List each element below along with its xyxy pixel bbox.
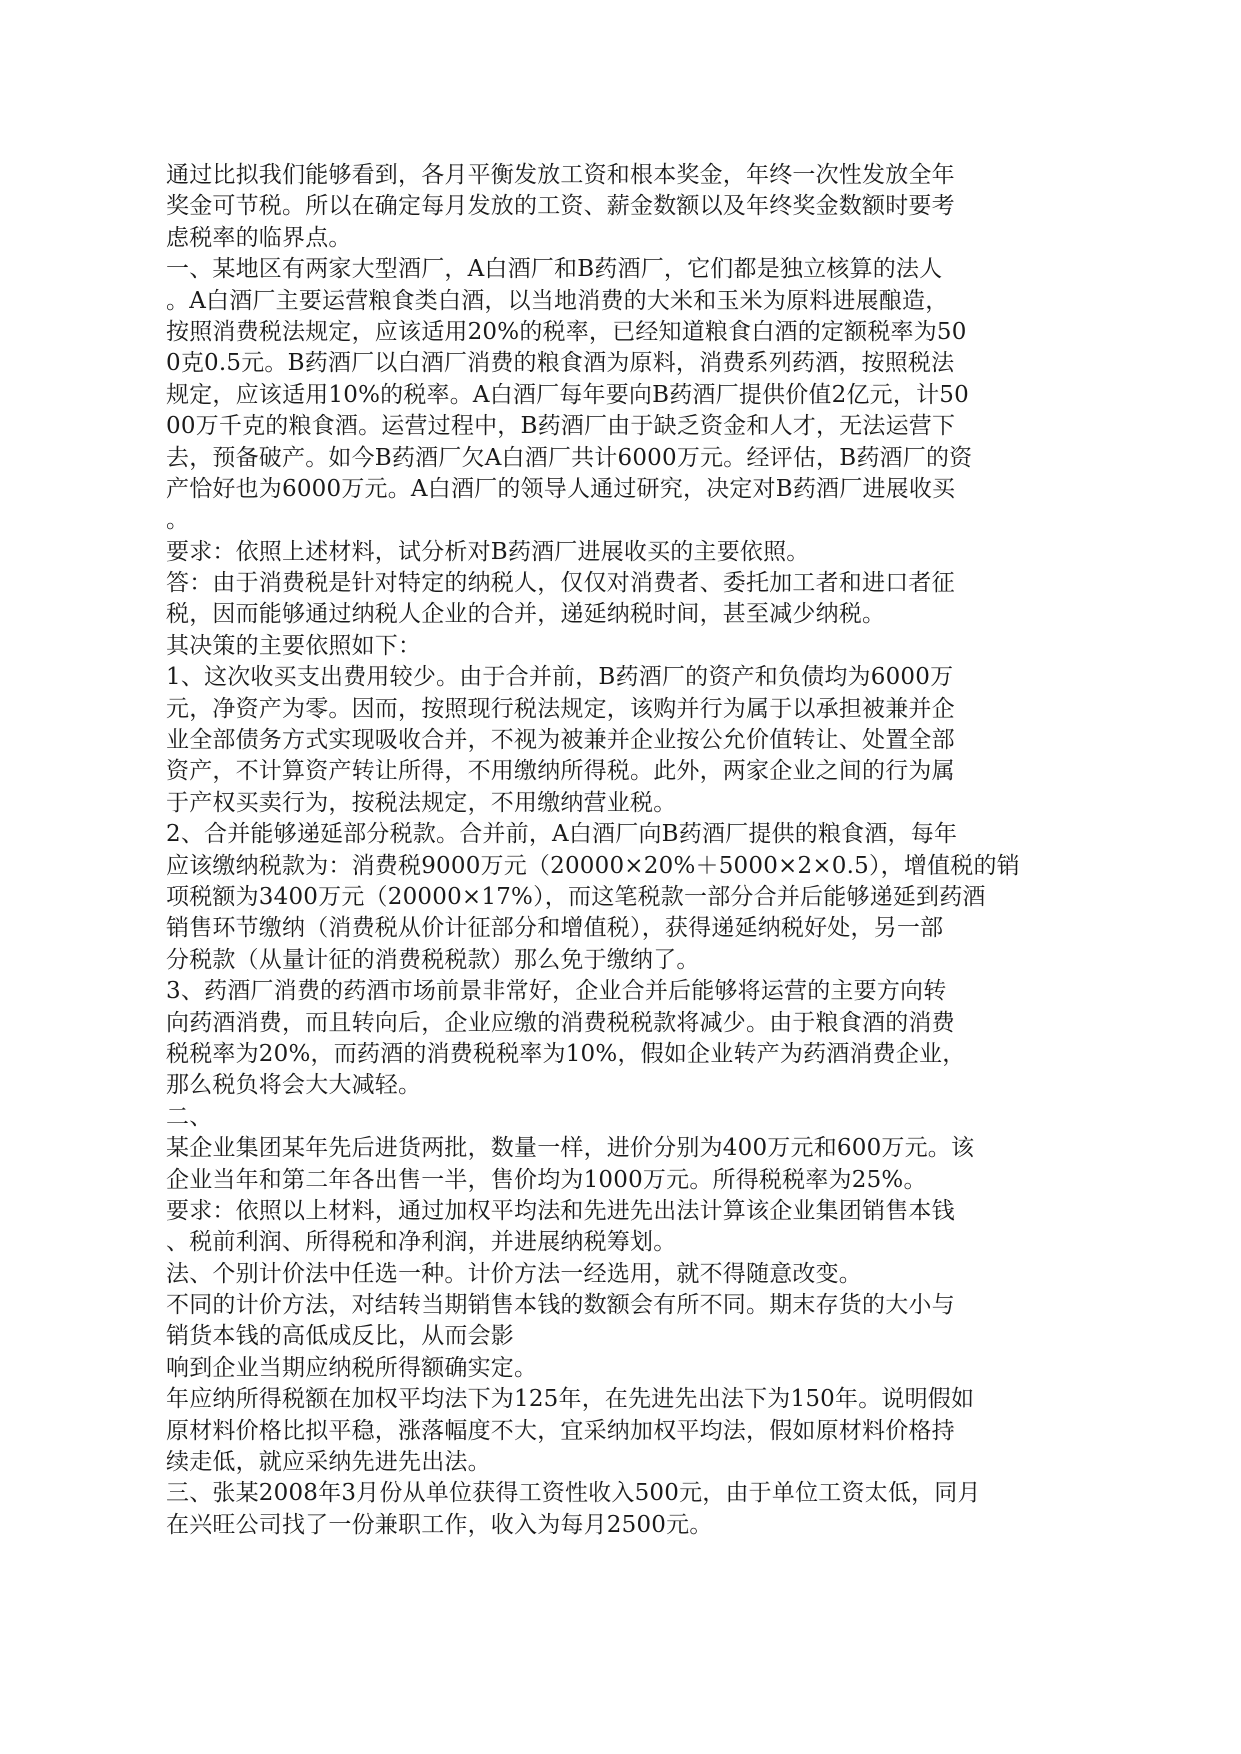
text-line: 、税前利润、所得税和净利润，并进展纳税筹划。 bbox=[166, 1229, 677, 1256]
text-line: 分税款（从量计征的消费税税款）那么免于缴纳了。 bbox=[166, 946, 700, 973]
text-line: 企业当年和第二年各出售一半，售价均为1000万元。所得税税率为25%。 bbox=[166, 1166, 927, 1193]
text-line: 2、合并能够递延部分税款。合并前，A白酒厂向B药酒厂提供的粮食酒，每年 bbox=[166, 821, 958, 848]
text-line: 奖金可节税。所以在确定每月发放的工资、薪金数额以及年终奖金数额时要考 bbox=[166, 193, 955, 220]
text-line: 不同的计价方法，对结转当期销售本钱的数额会有所不同。期末存货的大小与 bbox=[166, 1292, 955, 1319]
text-line: 元，净资产为零。因而，按照现行税法规定，该购并行为属于以承担被兼并企 bbox=[166, 695, 955, 722]
text-line: 0克0.5元。B药酒厂以白酒厂消费的粮食酒为原料，消费系列药酒，按照税法 bbox=[166, 350, 955, 377]
text-line: 。A白酒厂主要运营粮食类白酒，以当地消费的大米和玉米为原料进展酿造， bbox=[166, 287, 949, 314]
text-line: 项税额为3400万元（20000×17%），而这笔税款一部分合并后能够递延到药酒 bbox=[166, 883, 986, 910]
text-line: 税税率为20%，而药酒的消费税税率为10%，假如企业转产为药酒消费企业， bbox=[166, 1040, 966, 1067]
text-line: 产恰好也为6000万元。A白酒厂的领导人通过研究，决定对B药酒厂进展收买 bbox=[166, 475, 956, 502]
text-line: 某企业集团某年先后进货两批，数量一样，进价分别为400万元和600万元。该 bbox=[166, 1135, 975, 1162]
text-line: 去，预备破产。如今B药酒厂欠A白酒厂共计6000万元。经评估，B药酒厂的资 bbox=[166, 444, 973, 471]
text-line: 其决策的主要依照如下： bbox=[166, 632, 422, 659]
text-line: 向药酒消费，而且转向后，企业应缴的消费税税款将减少。由于粮食酒的消费 bbox=[166, 1009, 955, 1036]
text-line: 在兴旺公司找了一份兼职工作，收入为每月2500元。 bbox=[166, 1511, 713, 1538]
text-line: 按照消费税法规定，应该适用20%的税率，已经知道粮食白酒的定额税率为50 bbox=[166, 318, 967, 345]
text-line: 要求：依照以上材料，通过加权平均法和先进先出法计算该企业集团销售本钱 bbox=[166, 1197, 955, 1224]
text-line: 原材料价格比拟平稳，涨落幅度不大，宜采纳加权平均法，假如原材料价格持 bbox=[166, 1417, 955, 1444]
text-line: 销售环节缴纳（消费税从价计征部分和增值税），获得递延纳税好处，另一部 bbox=[166, 915, 944, 942]
text-line: 续走低，就应采纳先进先出法。 bbox=[166, 1449, 491, 1476]
text-line: 答：由于消费税是针对特定的纳税人，仅仅对消费者、委托加工者和进口者征 bbox=[166, 570, 955, 597]
text-line: 应该缴纳税款为：消费税9000万元（20000×20%＋5000×2×0.5），增值税的销 bbox=[166, 852, 1020, 879]
text-line: 资产，不计算资产转让所得，不用缴纳所得税。此外，两家企业之间的行为属 bbox=[166, 758, 955, 785]
text-line: 销货本钱的高低成反比，从而会影 bbox=[166, 1323, 514, 1350]
text-line: 00万千克的粮食酒。运营过程中，B药酒厂由于缺乏资金和人才，无法运营下 bbox=[166, 413, 956, 440]
text-line: 要求：依照上述材料，试分析对B药酒厂进展收买的主要依照。 bbox=[166, 538, 810, 565]
text-line: 通过比拟我们能够看到，各月平衡发放工资和根本奖金，年终一次性发放全年 bbox=[166, 162, 955, 188]
text-line: 1、这次收买支出费用较少。由于合并前，B药酒厂的资产和负债均为6000万 bbox=[166, 664, 954, 691]
text-line: 规定，应该适用10%的税率。A白酒厂每年要向B药酒厂提供价值2亿元，计50 bbox=[166, 381, 969, 408]
text-line: 二、 bbox=[166, 1103, 213, 1130]
text-line: 一、某地区有两家大型酒厂，A白酒厂和B药酒厂，它们都是独立核算的法人 bbox=[166, 256, 943, 283]
text-line: 三、张某2008年3月份从单位获得工资性收入500元，由于单位工资太低，同月 bbox=[166, 1480, 981, 1507]
text-line: 年应纳所得税额在加权平均法下为125年，在先进先出法下为150年。说明假如 bbox=[166, 1386, 975, 1413]
text-line: 业全部债务方式实现吸收合并，不视为被兼并企业按公允价值转让、处置全部 bbox=[166, 727, 955, 754]
text-line: 税，因而能够通过纳税人企业的合并，递延纳税时间，甚至减少纳税。 bbox=[166, 601, 886, 628]
text-line: 法、个别计价法中任选一种。计价方法一经选用，就不得随意改变。 bbox=[166, 1260, 862, 1287]
document-body bbox=[166, 160, 1058, 1541]
text-line: 虑税率的临界点。 bbox=[166, 224, 352, 251]
text-line: 那么税负将会大大减轻。 bbox=[166, 1072, 422, 1099]
text-line: 3、药酒厂消费的药酒市场前景非常好，企业合并后能够将运营的主要方向转 bbox=[166, 978, 947, 1005]
text-line: 响到企业当期应纳税所得额确实定。 bbox=[166, 1354, 538, 1381]
text-line: 于产权买卖行为，按税法规定，不用缴纳营业税。 bbox=[166, 789, 677, 816]
text-line: 。 bbox=[166, 507, 190, 534]
